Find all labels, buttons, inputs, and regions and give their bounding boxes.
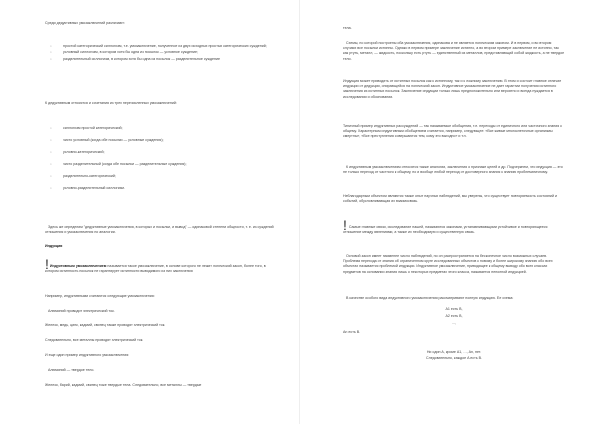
combos-intro: К дедуктивным относятся и сочетания из трех перечисленных умозаключений: [45,101,177,105]
list-item: ○ условно-разделительный силлогизм. [45,186,280,191]
combos-list [45,126,280,191]
paragraph: Схемы, по которой построены оба умозаключения, одинакова и не является логическим законом. И в первом, и во втором случаях все посылки истинны. Однако в первом примере заключение истинно, а во втором примере заключение не истинно, так как ртуть, металл, — жидкость, поскольку есть ртуть — единственный из металлов, представляющий собой жидкость, а не твердое тело. [343,41,565,61]
continued-text: тела. [343,26,352,30]
example-intro-2: И еще один пример индуктивного умозаключения: [45,353,130,357]
schema-line: An есть B. [343,330,361,334]
list-item: ○ силлогизм простой категорический; [45,126,280,131]
induction-definition-text: называется такое умозаключение, в основе которого не лежит логический закон, более того, в котором истинность посылок не гарантирует истинности выводимого из них заключения [45,264,266,274]
deduction-types-list [45,44,280,63]
example-line: Алюминий проводит электрический ток. [48,309,115,313]
example-intro: Например, индуктивными считаются следующие умозаключения: [45,294,155,298]
list-item: ○ простой категорический силлогизм, т.е. умозаключение, полученное из двух исходных простых категорических суждений; [45,44,280,49]
induction-definition [45,256,280,274]
paragraph: В качестве особого вида индуктивного умозаключения рассматривают полную индукцию. Ее схема: [346,296,514,300]
schema-line: Ни один A, кроме A1, …, An, нет. [426,350,482,354]
list-item: ○ чисто условный (когда обе посылки — условные суждения); [45,138,280,143]
paragraph: Типичный пример индуктивных рассуждений — так называемые обобщения, т.е. переходы от единичного или частичного знания к общему. Характерным индуктивным обобщением считается, например, следующее: «Все живые многоклеточные организмы смертны», «Все преступления совершаются тем, кому это выгодно» и т.п. [343,124,562,139]
paragraph: Индукция может приводить от истинных посылок как к истинному, так и к ложному заключению. В этом и состоит главное отличие индукции от дедукции, опирающейся на логический закон. Индуктивное умозаключение не дает гарантии получения истинного заключения из истинных посылок. Заключение индукции только лишь предположительно или вероятно и всегда нуждается в исследовании и обосновании. [343,79,562,99]
paragraph: Неблагодарным объектом являются также опыт научных наблюдений, мы уверены, что существует повторяемость состояний и событий, обусловливающая их взаимосвязь. [343,194,557,204]
example-line: Алюминий — твердое тело. [48,368,95,372]
list-item: ○ чисто разделительный (когда обе посылки — разделительные суждения); [45,162,280,167]
list-item: ○ условно-категорический; [45,150,280,155]
page-divider [299,0,300,424]
list-item: ○ условный силлогизм, в котором хотя бы одна из посылок — условное суждение; [45,50,280,55]
schema-line: …, [451,321,457,325]
schema-conclusion: Следовательно, каждое A есть B. [426,356,482,360]
exclamation-icon: ! [45,256,49,272]
example-line: Железо, медь, цинк, кадмий, свинец также проводят электрический ток. [45,323,166,327]
paragraph: К индуктивным умозаключениям относятся также аналогии, заключения о признаке целей и др. Подчеркнем, что индукция — это не только переход от частного к общему, но и вообще любой переход от достоверного знания к знанию проблематичному. [343,165,563,175]
paragraph-laws-text: Самые главные связи, исследование нашей, называются законами, устанавливающими устойчивое и повторяющееся отношение между явлениями, а также их необходимую и существенную связь. [343,225,548,235]
list-item: ○ разделительный силлогизм, в котором хотя бы одна из посылок — разделительное суждение [45,57,280,62]
example-line: Следовательно, все металлы проводят электрический ток. [45,338,144,342]
schema-line: A1 есть B, [445,307,463,311]
paragraph: Основой закон имеет наименее число наблюдений, но он распространяется на бесконечное число возможных случаев. Проблема перехода от знания об ограниченном круге исследованных объектов к новому и более широкому знанию обо всех объектах называется проблемой индукции. Индуктивное умозаключение, приводящее к общему выводу обо всех классах предметов на основании знания лишь о некоторых предметах этого класса, называется неполной индукцией. [343,254,553,274]
induction-term: Индуктивным умозаключением [49,264,107,268]
exclamation-icon: ! [343,217,347,233]
example-line: Железо, барий, кадмий, свинец тоже твердые тела. Следовательно, все металлы — твердые [45,383,202,387]
schema-line: A2 есть B, [445,314,463,318]
deduction-intro: Среди дедуктивных умозаключений различают: [45,21,125,25]
list-item: ○ разделительно-категорический; [45,174,280,179]
induction-heading: Индукция [45,244,63,248]
paragraph-laws [343,217,565,235]
deduction-note: Здесь же определим "дедуктивные умозаключения, в которых и посылки, и вывод" — одинаковой степени общности, т. е. из суждений отношения и умозаключения по аналогии. [45,225,274,235]
